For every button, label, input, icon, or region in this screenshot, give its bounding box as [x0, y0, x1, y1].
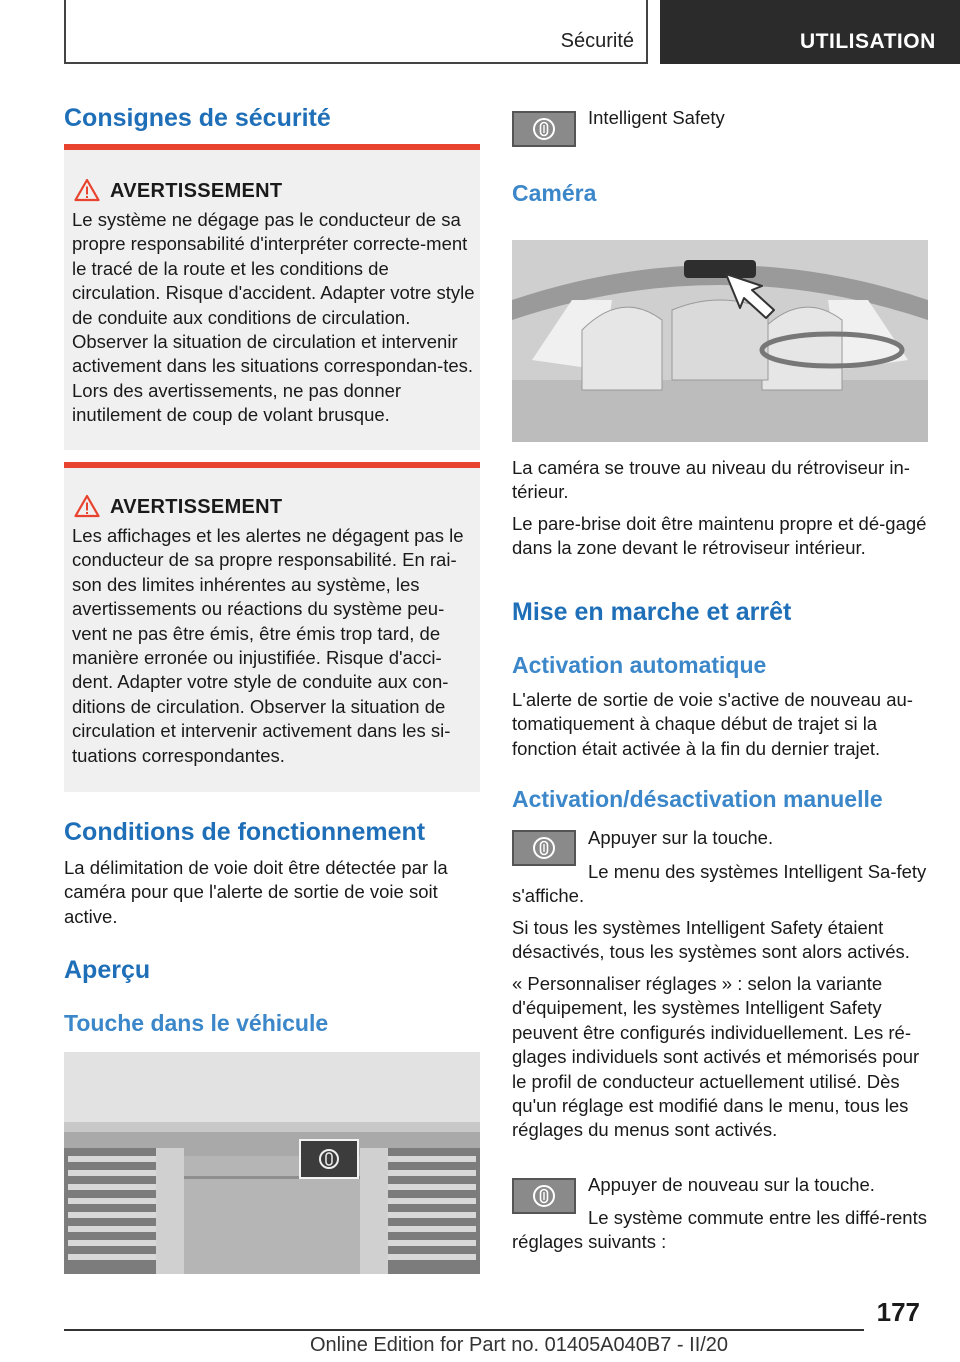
intelligent-safety-button-icon [512, 111, 576, 147]
warning-icon [74, 494, 100, 518]
warning-text: Le système ne dégage pas le conducteur de sa propre responsabilité d'interpréter correcte-ment le tracé de la route et les conditions de circulation. Risque d'accident. Adapter votre style de conduite aux conditions de circulation. Observer la situation de circulation et intervenir activement dans les situations correspondan-tes. Lors des avertissements, ne pas donner inutilement de coup de volant brusque. [72, 209, 475, 426]
camera-photo [512, 240, 928, 442]
header-chapter-box [660, 0, 960, 64]
warning-box-2 [64, 462, 480, 792]
title-auto-activation: Activation automatique [512, 652, 767, 678]
warning-label: AVERTISSEMENT [110, 180, 283, 202]
camera-text-location: La caméra se trouve au niveau du rétroviseur in-térieur. [512, 457, 910, 503]
title-button-in-vehicle: Touche dans le véhicule [64, 1010, 329, 1036]
title-camera: Caméra [512, 180, 597, 206]
warning-icon [74, 178, 100, 202]
footer-edition: Online Edition for Part no. 01405A040B7 - II/20 [310, 1334, 729, 1356]
intelligent-safety-caption: Intelligent Safety [588, 107, 725, 128]
intelligent-safety-icon [531, 116, 557, 142]
warning-text: Les affichages et les alertes ne dégagent pas le conducteur de sa propre responsabilité. En rai-son des limites inhérentes au système, les avertissements ou réactions du système peu-vent ne pas être émis, être émis trop tard, de manière erronée ou injustifiée. Risque d'acci-dent. Adapter votre style de conduite aux con-ditions de circulation. Observer la situation de circulation et intervenir activement dans les si-tuations correspondantes. [72, 525, 464, 766]
page-number: 177 [876, 1297, 920, 1327]
title-on-off: Mise en marche et arrêt [512, 598, 792, 626]
conditions-text: La délimitation de voie doit être détectée par la caméra pour que l'alerte de sortie de voie soit active. [64, 857, 448, 927]
manual-press-text: Appuyer sur la touche. [588, 827, 774, 848]
dashboard-illustration [64, 1052, 480, 1274]
title-apercu: Aperçu [64, 956, 151, 984]
warning-box-1 [64, 144, 480, 450]
manual-all-text: Si tous les systèmes Intelligent Safety étaient désactivés, tous les systèmes sont alors activés. [512, 917, 910, 963]
header-section: Sécurité [560, 30, 634, 52]
dashboard-photo [64, 1052, 480, 1274]
title-safety-instructions: Consignes de sécurité [64, 104, 331, 132]
switch-settings-text: Le système commute entre les diffé-rents réglages suivants : [512, 1207, 927, 1253]
manual-menu-text: Le menu des systèmes Intelligent Sa-fety s'affiche. [512, 861, 927, 907]
title-manual-activation: Activation/désactivation manuelle [512, 786, 883, 812]
intelligent-safety-icon [531, 835, 557, 861]
title-conditions: Conditions de fonctionnement [64, 818, 426, 846]
header-section-box [64, 0, 648, 64]
press-again-text: Appuyer de nouveau sur la touche. [588, 1174, 875, 1195]
camera-text-windshield: Le pare-brise doit être maintenu propre et dé-gagé dans la zone devant le rétroviseur intérieur. [512, 513, 927, 559]
header-chapter: UTILISATION [800, 30, 936, 53]
footer-divider [64, 1329, 864, 1331]
warning-label: AVERTISSEMENT [110, 496, 283, 518]
car-interior-illustration [512, 240, 928, 442]
auto-activation-text: L'alerte de sortie de voie s'active de nouveau au-tomatiquement à chaque début de trajet si la fonction était activée à la fin du dernier trajet. [512, 689, 913, 759]
personalize-text: « Personnaliser réglages » : selon la variante d'équipement, les systèmes Intelligent Safety peuvent être configurés individuellement. Les ré-glages individuels sont activés et mémorisés pour le profil de conducteur actuellement utilisé. Dès qu'un réglage est modifié dans le menu, tous les réglages du menus sont activés. [512, 973, 920, 1141]
